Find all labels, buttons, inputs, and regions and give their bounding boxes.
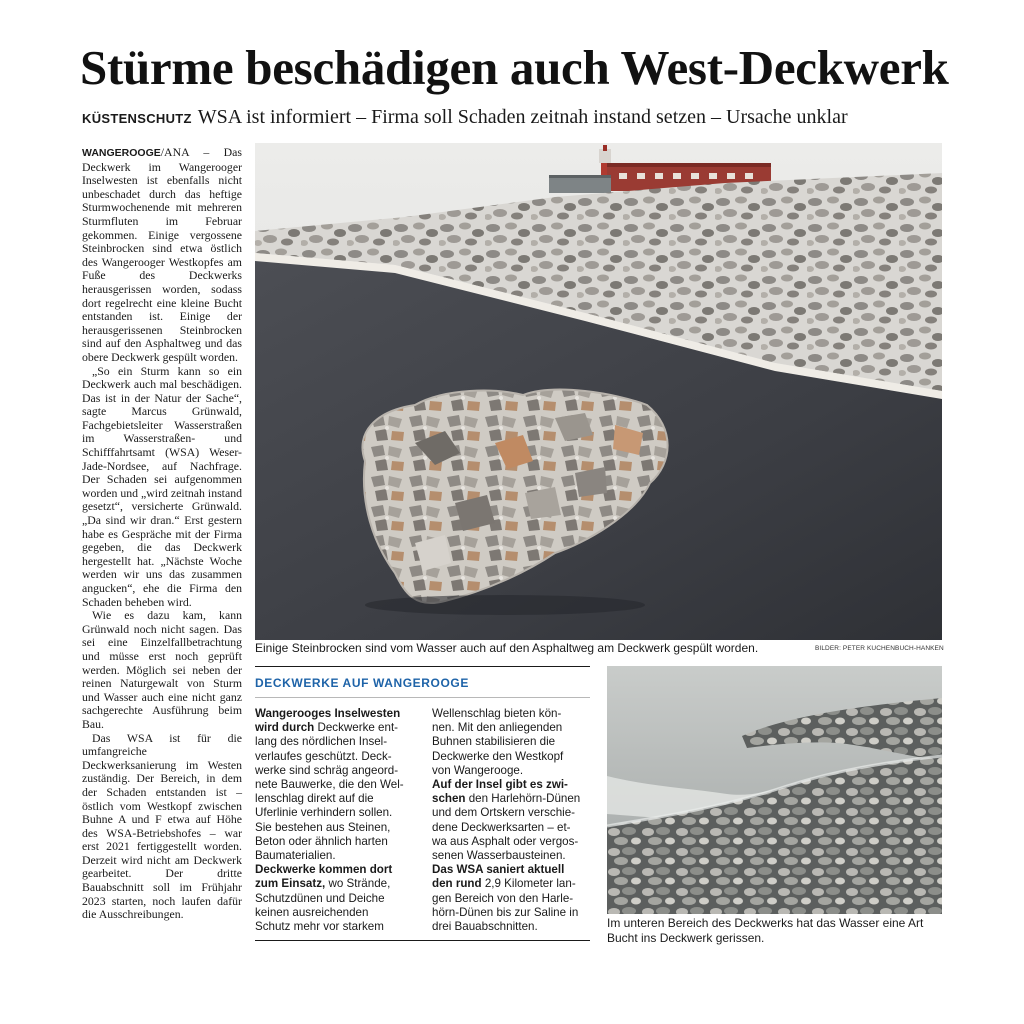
infobox-line (432, 892, 580, 906)
infobox-line-bold: zum Einsatz, (255, 877, 326, 891)
infobox-line (255, 920, 404, 934)
infobox-line-text: Schutz mehr vor starkem (255, 920, 384, 934)
body-paragraph: „So ein Sturm kann so ein Deckwerk auch mal beschädigen. Das ist in der Natur der Sache“, sagte Marcus Grünwald, Fachgebietsleiter Wasserstraßen im Wasserstraßen- und Schifffahrtsamt (WSA) Weser-Jade-Nordsee, auf Nachfrage. Der Schaden sei aufgenommen worden und „wird zeitnah instand gesetzt“, versicherte Grünwald. „Da sind wir dran.“ Erst gestern habe es Gespräche mit der Firma gegeben, die das Deckwerk hergestellt hat. „Nächste Woche werden wir uns das zusammen angucken“, ehe die Firma den Schaden beheben wird. (82, 363, 242, 609)
infobox-line-text: Sie bestehen aus Steinen, (255, 820, 391, 834)
article-body (82, 146, 242, 922)
infobox-title-divider (255, 697, 590, 698)
infobox-line-text: hörn-Dünen bis zur Saline in (432, 905, 579, 919)
infobox-line (432, 849, 580, 863)
infobox-line (432, 721, 580, 735)
infobox-column-2 (432, 707, 580, 934)
infobox-line (432, 735, 580, 749)
infobox-top-rule (255, 666, 590, 667)
infobox-line (432, 821, 580, 835)
infobox-line-text: drei Bauabschnitten. (432, 920, 538, 934)
infobox-line (432, 707, 580, 721)
infobox-line (432, 920, 580, 934)
infobox-line-text: wo Strände, (325, 877, 391, 891)
infobox-line (432, 750, 580, 764)
body-paragraph (82, 146, 242, 365)
infobox-line (255, 721, 404, 735)
infobox-line-text: von Wangerooge. (432, 763, 524, 777)
infobox-line-text: nete Bauwerke, die den Wel- (255, 778, 404, 792)
main-photo-rock-on-path (255, 143, 942, 640)
infobox-line-bold: Das WSA saniert aktuell (432, 863, 565, 877)
infobox-line-text: werke sind schräg angeord- (255, 763, 399, 777)
infobox-line-text: Wellenschlag bieten kön- (432, 707, 562, 720)
infobox-line-text: senen Wasserbausteinen. (432, 849, 566, 863)
infobox-line (255, 821, 404, 835)
infobox-line (432, 806, 580, 820)
body-paragraph: Das WSA ist für die umfangreiche Deckwerksanierung im Westen zuständig. Der Bereich, in dem der Schaden entstanden ist – östlich vom Westkopf zwischen Buhne A und F etwa auf Höhe des WSA-Betriebshofes – war erst 2021 fertiggestellt worden. Derzeit wird nicht am Deckwerk gearbeitet. Der dritte Bauabschnitt soll im Frühjahr 2023 starten, noch laufen dafür die Ausschreibungen. (82, 730, 242, 922)
infobox-line-text: lenschlag direkt auf die (255, 792, 374, 806)
infobox-line (255, 892, 404, 906)
subheadline (82, 104, 962, 132)
infobox-line-bold: wird durch (255, 721, 315, 735)
infobox-line-bold: Wangerooges Inselwesten (255, 707, 401, 720)
infobox-line (255, 849, 404, 863)
infobox-line (432, 778, 580, 792)
infobox-line (255, 707, 404, 721)
infobox-title: DECKWERKE AUF WANGEROOGE (255, 676, 469, 690)
infobox-line (255, 778, 404, 792)
body-paragraph: Wie es dazu kam, kann Grünwald noch nicht sagen. Das sei eine Einzelfallbetrachtung und müsse erst noch geprüft werden. Möglich sei neben der reinen Naturgewalt von Sturm und Wasser auch eine nicht ganz sachgerechte Ausführung beim Bau. (82, 608, 242, 731)
infobox-line (255, 835, 404, 849)
infobox-line-text: den Harlehörn-Dünen (465, 792, 581, 806)
infobox-line (255, 735, 404, 749)
infobox-line (432, 764, 580, 778)
infobox-line-text: Beton oder ähnlich harten (255, 834, 388, 848)
infobox-line (432, 906, 580, 920)
infobox-line (255, 792, 404, 806)
infobox-line (255, 906, 404, 920)
infobox-line-text: Uferlinie verhindern sollen. (255, 806, 393, 820)
headline: Stürme beschädigen auch West-Deckwerk (80, 40, 949, 95)
infobox-line-text: verlaufes geschützt. Deck- (255, 749, 392, 763)
infobox-line-bold: Auf der Insel gibt es zwi- (432, 778, 568, 792)
infobox-line-bold: Deckwerke kommen dort (255, 863, 393, 877)
infobox-line-text: Schutzdünen und Deiche (255, 891, 385, 905)
infobox-column-1 (255, 707, 404, 934)
photo-credit: BILDER: PETER KUCHENBUCH-HANKEN (815, 645, 944, 652)
kicker: KÜSTENSCHUTZ (82, 111, 192, 126)
infobox-line (255, 806, 404, 820)
infobox-line (432, 877, 580, 891)
infobox-line (432, 863, 580, 877)
main-photo-caption: Einige Steinbrocken sind vom Wasser auch auf den Asphaltweg am Deckwerk gespült worden. (255, 641, 759, 655)
infobox-line-text: lang des nördlichen Insel- (255, 735, 388, 749)
small-photo-caption: Im unteren Bereich des Deckwerks hat das Wasser eine Art Bucht ins Deckwerk gerissen. (607, 916, 924, 945)
infobox-line-text: Deckwerke den Westkopf (432, 749, 564, 763)
body-intro: Das Deckwerk im Wangerooger Inselwesten ist ebenfalls nicht unbeschadet durch das heftige Sturmwochenende mit mehreren Sturmfluten im Februar gekommen. Einige vergossene Steinbrocken sind etwa östlich des Wangerooger Westkopfes am Fuße des Deckwerks herausgerissen worden, sodass dort regelrecht eine kleine Bucht entstanden ist. Einige der herausgerissenen Steinbrocken sind auf den Asphaltweg und das obere Deckwerk gespült worden. (82, 145, 242, 364)
infobox-line-text: wa aus Asphalt oder vergos- (432, 834, 579, 848)
infobox-line-bold: den rund (432, 877, 482, 891)
deck: WSA ist informiert – Firma soll Schaden zeitnah instand setzen – Ursache unklar (197, 106, 848, 128)
infobox-line-text: keinen ausreichenden (255, 905, 369, 919)
infobox-line (432, 792, 580, 806)
small-photo-illustration (607, 666, 942, 914)
infobox-line (255, 750, 404, 764)
infobox-line-text: gen Bereich von den Harle- (432, 891, 574, 905)
infobox-line (432, 835, 580, 849)
infobox-line (255, 877, 404, 891)
infobox-line-text: Baumaterialien. (255, 849, 336, 863)
infobox-line-text: Buhnen stabilisieren die (432, 735, 556, 749)
dateline-suffix: /ANA – (160, 145, 224, 159)
infobox-line-text: und dem Ortskern verschie- (432, 806, 576, 820)
main-photo-illustration (255, 143, 942, 640)
infobox-line-bold: schen (432, 792, 466, 806)
infobox-line (255, 764, 404, 778)
infobox-line-text: dene Deckwerksarten – et- (432, 820, 571, 834)
infobox-line-text: nen. Mit den anliegenden (432, 721, 563, 735)
dateline: WANGEROOGE (82, 147, 161, 159)
infobox-line (255, 863, 404, 877)
infobox-bottom-rule (255, 940, 590, 941)
infobox-line-text: 2,9 Kilometer lan- (481, 877, 576, 891)
small-photo-shoreline (607, 666, 942, 914)
infobox-line-text: Deckwerke ent- (314, 721, 399, 735)
